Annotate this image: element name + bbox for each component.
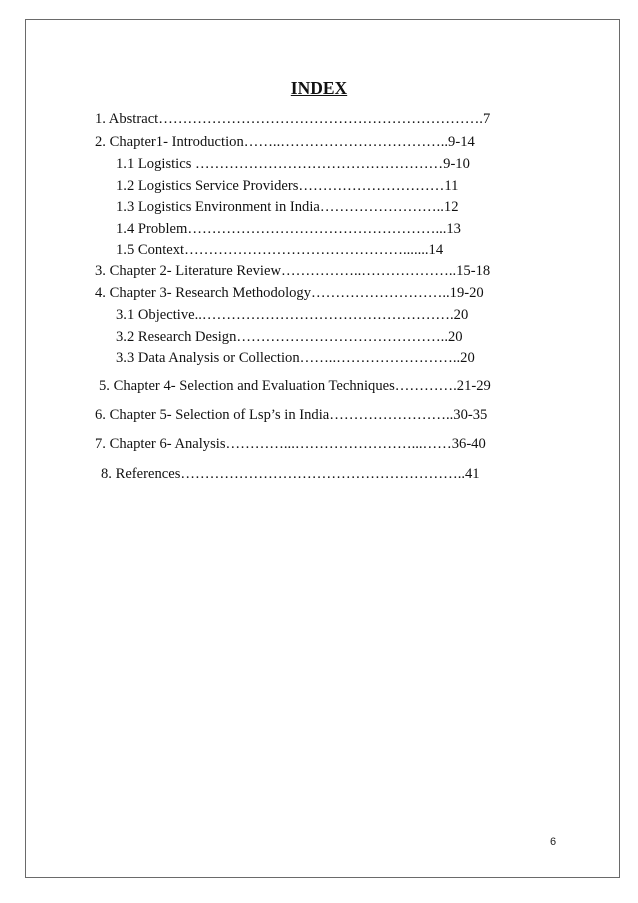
toc-entry-abstract: 1. Abstract………………………………………………………….7	[95, 111, 491, 127]
toc-entry-chapter3: 4. Chapter 3- Research Methodology………………………..19-20	[95, 285, 484, 301]
toc-entry-3-2: 3.2 Research Design……………………………………..20	[116, 329, 463, 345]
toc-entry-1-3: 1.3 Logistics Environment in India……………………..12	[116, 199, 459, 215]
toc-entry-1-2: 1.2 Logistics Service Providers…………………………11	[116, 178, 459, 194]
index-title: INDEX	[290, 78, 348, 98]
toc-entry-references: 8. References…………………………………………………..41	[101, 466, 480, 482]
toc-entry-1-1: 1.1 Logistics ……………………………………………9-10	[116, 156, 470, 172]
page-number: 6	[550, 836, 557, 848]
toc-entry-chapter4: 5. Chapter 4- Selection and Evaluation Techniques………….21-29	[99, 378, 491, 394]
toc-entry-1-4: 1.4 Problem……………………………………………...13	[116, 221, 461, 237]
toc-entry-3-1: 3.1 Objective..…………………………………………….20	[116, 307, 469, 323]
toc-entry-chapter2: 3. Chapter 2- Literature Review……………..………………..15-18	[95, 263, 491, 279]
toc-entry-chapter5: 6. Chapter 5- Selection of Lsp’s in India……………………..30-35	[95, 407, 488, 423]
toc-entry-chapter6: 7. Chapter 6- Analysis…………...……………………...……36-40	[95, 436, 486, 452]
toc-entry-chapter1: 2. Chapter1- Introduction……..……………………………..9-14	[95, 134, 475, 150]
toc-entry-1-5: 1.5 Context……………………………………….......14	[116, 242, 444, 258]
toc-entry-3-3: 3.3 Data Analysis or Collection……..……………………..20	[116, 350, 475, 366]
